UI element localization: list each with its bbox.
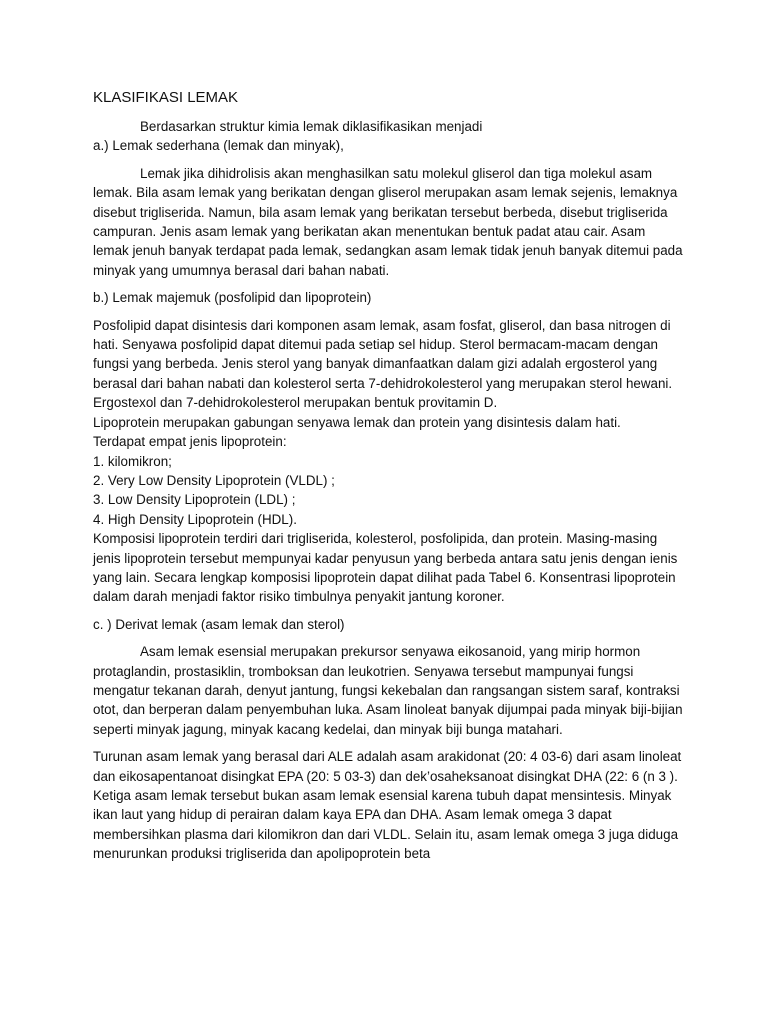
paragraph-b2: Lipoprotein merupakan gabungan senyawa lemak dan protein yang disintesis dalam hati. [93,414,621,430]
list-item: 1. kilomikron; [93,453,172,469]
paragraph-b3: Komposisi lipoprotein terdiri dari trigliserida, kolesterol, posfolipida, dan protein. Masing-masing jenis lipoprotein tersebut mempunyai kadar penyusun yang berbeda antara satu jenis dengan ienis yang lain. Secara lengkap komposisi lipoprotein dapat dilihat pada Tabel 6. Konsentrasi lipoprotein dalam darah menjadi faktor risiko timbulnya penyakit jantung koroner. [93,531,678,605]
paragraph-b1: Posfolipid dapat disintesis dari komponen asam lemak, asam fosfat, gliserol, dan basa nitrogen di hati. Senyawa posfolipid dapat ditemui pada setiap sel hidup. Sterol bermacam-macam dengan fungsi yang berbeda. Jenis sterol yang banyak dimanfaatkan dalam gizi adalah ergosterol yang berasal dari bahan nabati dan kolesterol serta 7-dehidrokolesterol yang merupakan sterol hewani. Ergostexol dan 7-dehidrokolesterol merupakan bentuk provitamin D. [93,317,673,411]
paragraph-c1: Asam lemak esensial merupakan prekursor senyawa eikosanoid, yang mirip hormon protaglandin, prostasiklin, tromboksan dan leukotrien. Senyawa tersebut mampunyai fungsi mengatur tekanan darah, denyut jantung, fungsi kekebalan dan rangsangan sistem saraf, kontraksi otot, dan berperan dalam penyembuhan luka. Asam linoleat banyak dijumpai pada minyak biji-bijian seperti minyak jagung, minyak kacang kedelai, dan minyak biji bunga matahari. [93,644,683,737]
list-item: 2. Very Low Density Lipoprotein (VLDL) ; [93,472,335,488]
intro-line: Berdasarkan struktur kimia lemak diklasifikasikan menjadi [140,119,483,134]
page-title: KLASIFIKASI LEMAK [93,89,239,106]
heading-b: b.) Lemak majemuk (posfolipid dan lipoprotein) [93,290,372,306]
heading-c: c. ) Derivat lemak (asam lemak dan sterol) [93,616,345,632]
paragraph-c2: Turunan asam lemak yang berasal dari ALE adalah asam arakidonat (20: 4 03-6) dari asam linoleat dan eikosapentanoat disingkat EPA (20: 5 03-3) dan dek’osaheksanoat disingkat DHA (22: 6 (n 3 ). Ketiga asam lemak tersebut bukan asam lemak esensial karena tubuh dapat mensintesis. Minyak ikan laut yang hidup di perairan dalam kaya EPA dan DHA. Asam lemak omega 3 dapat membersihkan plasma dari kilomikron dan dari VLDL. Selain itu, asam lemak omega 3 juga diduga menurunkan produksi trigliserida dan apolipoprotein beta [93,749,682,862]
list-item: 3. Low Density Lipoprotein (LDL) ; [93,492,296,508]
heading-a: a.) Lemak sederhana (lemak dan minyak), [93,138,344,154]
list-item: 4. High Density Lipoprotein (HDL). [93,511,297,527]
document-body [93,88,683,864]
paragraph-a: Lemak jika dihidrolisis akan menghasilkan satu molekul gliserol dan tiga molekul asam lemak. Bila asam lemak yang berikatan dengan gliserol merupakan asam lemak sejenis, lemaknya disebut trigliserida. Namun, bila asam lemak yang berikatan tersebut berbeda, disebut trigliserida campuran. Jenis asam lemak yang berikatan akan menentukan bentuk padat atau cair. Asam lemak jenuh banyak terdapat pada lemak, sedangkan asam lemak tidak jenuh banyak ditemui pada minyak yang umumnya berasal dari bahan nabati. [93,165,683,278]
list-intro: Terdapat empat jenis lipoprotein: [93,434,287,450]
